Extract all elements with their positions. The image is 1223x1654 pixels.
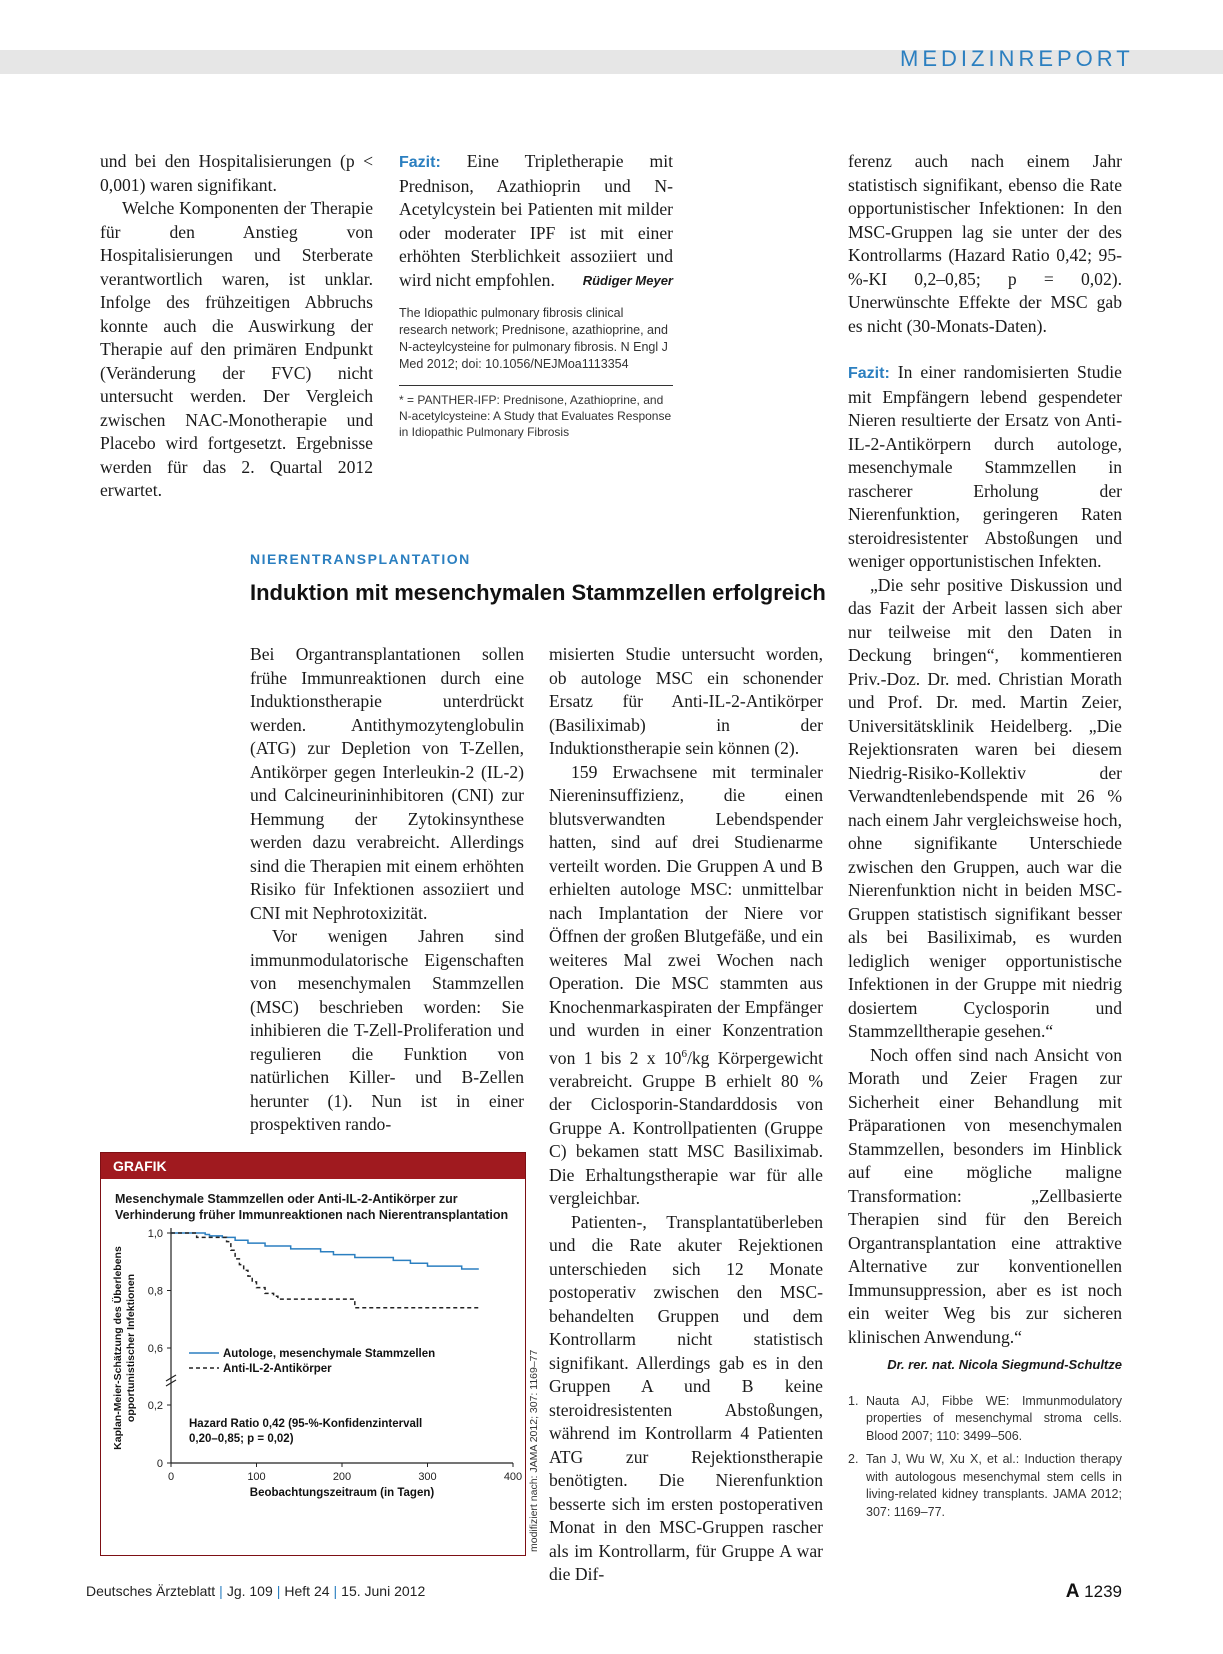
y-axis-label-line2: opportunistischer Infektionen	[125, 1273, 137, 1423]
article-headline: Induktion mit mesenchymalen Stammzellen erfolgreich	[250, 580, 826, 605]
legend-label: Autologe, mesenchymale Stammzellen	[223, 1348, 436, 1360]
reference-number: 2.	[848, 1452, 859, 1466]
paragraph: Bei Organtransplantationen sollen frühe Immunreaktionen durch eine Induktionstherapie unterdrückt werden. Antithymozytenglobulin (ATG) zur Depletion von T-Zellen, Antikörper gegen Interleukin-2 (IL-2) und Calcineurininhibitoren (CNI) zur Hemmung der Zytokinsynthese werden dazu verabreicht. Allerdings sind die Therapien mit einem erhöhten Risiko für Infektionen assoziiert und CNI mit Nephrotoxizität.	[250, 644, 524, 923]
y-tick-label: 0,8	[147, 1285, 163, 1298]
reference-item	[848, 1451, 1122, 1521]
grafik-box	[100, 1152, 526, 1556]
series-line-2	[171, 1233, 479, 1308]
reference-item	[848, 1393, 1122, 1446]
article-kicker: NIERENTRANSPLANTATION	[250, 551, 471, 567]
page-number-value: 1239	[1084, 1582, 1122, 1601]
footer-journal: Deutsches Ärzteblatt	[86, 1583, 216, 1599]
author-byline: Rüdiger Meyer	[582, 273, 673, 288]
top-middle-column	[399, 150, 673, 440]
fazit-text: In einer randomisierten Studie mit Empfängern lebend gespendeter Nieren resultierte der Ersatz von Anti-IL-2-Antikörpern durch autologe, mesenchymale Stammzellen in rascherer Erholung der Nierenfunktion, geringeren Raten steroidresistenter Abstoßungen und weniger opportunistischen Infekten.	[848, 362, 1122, 571]
y-tick-label: 1,0	[147, 1228, 163, 1240]
page-prefix: A	[1065, 1581, 1080, 1602]
y-axis-label: Kaplan-Meier-Schätzung des Überlebens	[112, 1246, 124, 1450]
x-axis-label: Beobachtungszeitraum (in Tagen)	[249, 1487, 435, 1499]
grafik-label: GRAFIK	[101, 1153, 525, 1179]
footer-separator: |	[333, 1583, 338, 1599]
source-note: modifiziert nach: JAMA 2012; 307: 1169–77	[528, 1349, 540, 1552]
series-line-1	[171, 1233, 479, 1269]
hazard-ratio-annotation: Hazard Ratio 0,42 (95-%-Konfidenzintervall	[189, 1418, 423, 1430]
x-tick-label: 300	[418, 1471, 437, 1483]
kaplan-meier-chart	[101, 1223, 525, 1553]
article-column-1	[250, 643, 524, 1137]
fazit-label: Fazit:	[399, 154, 441, 171]
footer-volume: Jg. 109	[226, 1583, 273, 1599]
footer-date: 15. Juni 2012	[341, 1583, 426, 1599]
y-tick-label: 0	[156, 1458, 163, 1470]
page-number	[1060, 1581, 1122, 1603]
reference-note: The Idiopathic pulmonary fibrosis clinical research network; Prednisone, azathioprine, and N-acteylcysteine for pulmonary fibrosis. N Engl J Med 2012; doi: 10.1056/NEJMoa1113354	[399, 305, 668, 371]
x-tick-label: 100	[247, 1471, 266, 1483]
footer-separator: |	[219, 1583, 223, 1599]
footer-issue: Heft 24	[284, 1583, 330, 1599]
x-tick-label: 200	[332, 1471, 352, 1483]
paragraph: ferenz auch nach einem Jahr statistisch signifikant, ebenso die Rate opportunistischer Infektionen: In den MSC-Gruppen lag sie unter der des Kontrollarms (Hazard Ratio 0,42; 95-%-KI 0,2–0,85; p = 0,02). Unerwünschte Effekte der MSC gab es nicht (30-Monats-Daten).	[848, 151, 1122, 336]
x-tick-label: 0	[167, 1471, 175, 1483]
chart-title: Mesenchymale Stammzellen oder Anti-IL-2-Antikörper zur Verhinderung früher Immunreaktionen nach Nierentransplantation	[115, 1192, 509, 1222]
paragraph: Patienten-, Transplantatüberleben und die Rate akuter Rejektionen unterschieden sich 12 Monate postoperativ zwischen den MSC-behandelten Gruppen und dem Kontrollarm nicht statistisch signifikant. Allerdings gab es in den Gruppen A und B keine steroidresistenten Abstoßungen, während im Kontrollarm 4 Patienten ATG zur Rejektionstherapie benötigten. Die Nierenfunktion besserte sich im ersten postoperativen Monat in den MSC-Gruppen rascher als im Kontrollarm, für Gruppe A war die Dif-	[549, 1211, 823, 1585]
fazit-text: Eine Tripletherapie mit Prednison, Azathioprin und N-Acetylcystein bei Patienten mit milder oder moderater IPF ist mit einer erhöhten Sterblichkeit assoziiert und wird nicht empfohlen.	[399, 151, 673, 290]
top-left-column	[100, 150, 373, 503]
reference-number: 1.	[848, 1393, 859, 1408]
paragraph: Vor wenigen Jahren sind immunmodulatorische Eigenschaften von mesenchymalen Stammzellen (MSC) beschrieben worden: Sie inhibieren die T-Zell-Proliferation und regulieren die Funktion von natürlichen Killer- und B-Zellen herunter (1). Nun ist in einer prospektiven rando-	[250, 926, 524, 1134]
paragraph: Welche Komponenten der Therapie für den Anstieg von Hospitalisierungen und Sterberate verantwortlich waren, ist unklar. Infolge des frühzeitigen Abbruchs konnte auch die Auswirkung der Therapie auf den primären Endpunkt (Veränderung der FVC) nicht untersucht werden. Der Vergleich zwischen NAC-Monotherapie und Placebo wird fortgesetzt. Ergebnisse werden für das 2. Quartal 2012 erwartet.	[100, 198, 373, 500]
article-column-3	[848, 150, 1122, 1527]
superscript: 6	[681, 1047, 687, 1060]
paragraph: „Die sehr positive Diskussion und das Fazit der Arbeit lassen sich aber nur teilweise mit den Daten in Deckung bringen“, kommentieren Priv.-Doz. Dr. med. Christian Morath und Prof. Dr. med. Martin Zeier, Universitätsklinik Heidelberg. „Die Rejektionsraten waren bei diesem Niedrig-Risiko-Kollektiv der Verwandtenlebendspende mit 26 % nach einem Jahr vergleichsweise hoch, ohne signifikante Unterschiede zwischen den Gruppen, auch war die Nierenfunktion nicht in beiden MSC-Gruppen statistisch signifikant besser als bei Basiliximab, es wurden lediglich weniger opportunistische Infektionen in der Gruppe mit niedrig dosiertem Cyclosporin und Stammzelltherapie gesehen.“	[848, 574, 1122, 1041]
paragraph: und bei den Hospitalisierungen (p < 0,001) waren signifikant.	[100, 151, 373, 195]
x-tick-label: 400	[503, 1471, 523, 1483]
text-segment: /kg Körpergewicht verabreicht. Gruppe B erhielt 80 % der Ciclosporin-Standarddosis von Gruppe A. Kontrollpatienten (Gruppe C) bekamen statt MSC Basiliximab. Die Erhaltungstherapie war für alle vergleichbar.	[549, 1047, 823, 1209]
reference-text: Nauta AJ, Fibbe WE: Immunmodulatory properties of mesenchymal stroma cells. Blood 2007; 110: 3499–506.	[866, 1393, 1122, 1443]
paragraph: misierten Studie untersucht worden, ob autologe MSC ein schonender Ersatz für Anti-IL-2-Antikörper (Basiliximab) in der Induktionstherapie sein können (2).	[549, 644, 823, 758]
paragraph: Noch offen sind nach Ansicht von Morath und Zeier Fragen zur Sicherheit einer Behandlung mit Präparationen von mesenchymalen Stammzellen, besonders im Hinblick auf eine mögliche maligne Transformation: „Zellbasierte Therapien sind für den Bereich Organtransplantation eine attraktive Alternative zur konventionellen Immunsuppression, aber es ist noch ein weiter Weg bis zur sicheren klinischen Anwendung.“	[848, 1044, 1122, 1347]
footer-separator: |	[276, 1583, 281, 1599]
author-byline: Dr. rer. nat. Nicola Siegmund-Schultze	[887, 1357, 1122, 1372]
reference-list	[848, 1393, 1122, 1522]
section-label: MEDIZINREPORT	[900, 46, 1134, 71]
y-tick-label: 0,6	[147, 1343, 163, 1355]
article-column-2	[549, 643, 823, 1587]
hazard-ratio-annotation-line2: 0,20–0,85; p = 0,02)	[189, 1433, 294, 1445]
y-tick-label: 0,2	[147, 1400, 163, 1412]
fazit-label: Fazit:	[848, 365, 890, 382]
paragraph	[549, 761, 823, 1211]
footnote: * = PANTHER-IFP: Prednisone, Azathioprine, and N-acetylcysteine: A Study that Evaluates Response in Idiopathic Pulmonary Fibrosis	[399, 392, 672, 439]
divider	[399, 385, 673, 386]
footer-citation	[86, 1583, 425, 1599]
reference-text: Tan J, Wu W, Xu X, et al.: Induction therapy with autologous mesenchymal stem cells in living-related kidney transplants. JAMA 2012; 307: 1169–77.	[866, 1452, 1122, 1519]
fazit-paragraph	[848, 361, 1122, 574]
text-segment: 159 Erwachsene mit terminaler Niereninsuffizienz, die einen blutsverwandten Lebendspender hatten, sind auf drei Studienarme verteilt worden. Die Gruppen A und B erhielten autologe MSC: unmittelbar nach Implantation der Niere vor Öffnen der großen Blutgefäße, und ein weiteres Mal zwei Wochen nach Operation. Die MSC stammten aus Knochenmarkaspiraten der Empfänger und wurden in einer Konzentration von 1 bis 2 x 10	[549, 761, 823, 1068]
legend-label: Anti-IL-2-Antikörper	[223, 1363, 332, 1375]
